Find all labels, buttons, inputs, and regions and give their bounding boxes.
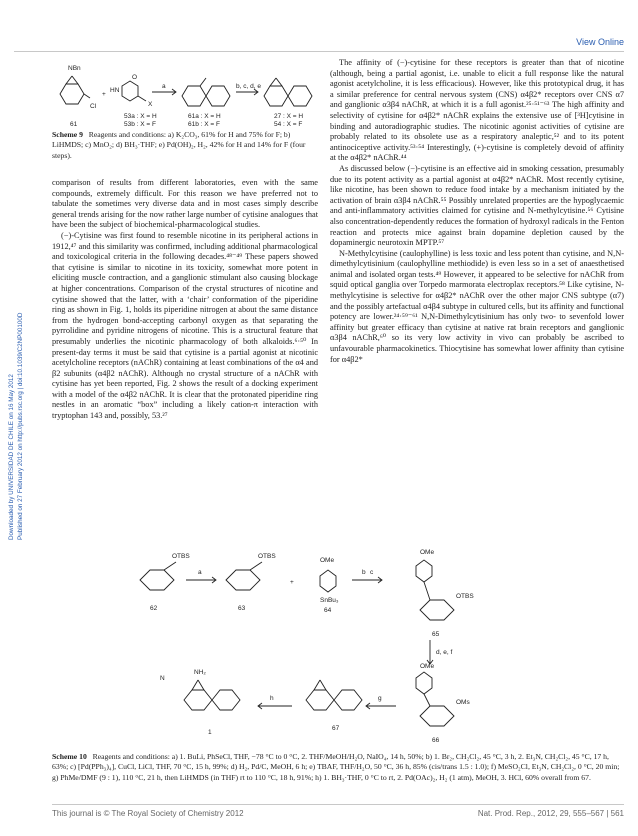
scheme10-label-65: 65 (432, 631, 440, 638)
scheme9-label-o: O (132, 74, 138, 81)
scheme10-caption (52, 752, 624, 783)
download-note: Downloaded by UNIVERSIDAD DE CHILE on 16 May 2012 (8, 374, 15, 540)
scheme9-label-54: 54 : X = F (274, 121, 303, 128)
scheme10-svg (120, 540, 610, 750)
sidebar-notes (7, 180, 29, 540)
scheme10-ome-65: OMe (420, 549, 435, 556)
scheme10-nh2: NH₂ (194, 669, 206, 676)
scheme10-arrow-c: c (370, 569, 374, 576)
scheme10-arrow-h: h (270, 695, 274, 702)
scheme9-arrow-bcde: b, c, d, e (236, 83, 261, 90)
scheme10-caption-text: Reagents and conditions: a) 1. BuLi, PhSeCl, THF, −78 °C to 0 °C, 2. THF/MeOH/H₂O, NaIO₄, 14 h, 50%; b) 1. Br₂, CH₂Cl₂, 45 °C, 3 h, 2. Et₃N, CH₂Cl₂, 45 °C, 17 h, 63%; c) [Pd(PPh₃)₄], CuCl, LiCl, THF, 70 °C, 15 h, 99%; d) H₂, Pd/C, MeOH, 6 h; e) TBAF, THF/H₂O, 50 °C, 36 h, 85% (cis/trans 1.5 : 1.0); f) MeSO₂Cl, Et₃N, CH₂Cl₂, 0 °C, 20 min; g) PhMe/DMF (9 : 1), 110 °C, 21 h, then LiHMDS (in THF) rt to 110 °C, 18 h, 91%; h) 1. BH₃·THF, 0 °C to rt, 2. Pd(OAc)₂, H₂ (1 atm), MeOH, 3. HCl, 60% overall from 67. (52, 752, 620, 782)
left-paragraph-2: (−)-Cytisine was first found to resemble nicotine in its peripheral actions in 1912,⁴⁷ and this similarity was confirmed, including additional pharmacological and toxicological criteria in the following decades.⁴⁸⁻⁴⁹ These papers showed that cytisine is similar to nicotine in its toxicity, somewhat more potent in eliciting muscle contraction, and a ganglionic stimulant also causing blockage at higher concentrations. Comparison of the crystal structures of nicotine and cytisine showed that the latter, with a ‘chair’ conformation of the piperidine ring as shown in Fig. 1, holds its piperidine nitrogen at about the same distance from the hydrogen bond-accepting carbonyl oxygen as that separating the pyrrolidine and pyridine nitrogens of nicotine. This is a structural feature that presumably underlies the nicotinic pharmacology of both alkaloids.⁶·⁵⁰ In present-day terms it must be said that cytisine is a partial agonist at nicotinic acetylcholine receptors (nAChR) containing at least combinations of the α4 and β2 subunits (α4β2 nAChR). Although no crystal structure of a nAChR with cytisine has yet been reported, Fig. 2 shows the result of a docking experiment with a model of the α4β2 nAChR. It is clear that the protonated piperidine ring nestles in an aromatic “box” including a likely cation-π interaction with tryptophan 143 and, possibly, 53.²⁷ (52, 230, 318, 421)
scheme10-plus: + (290, 579, 294, 586)
right-column (330, 58, 624, 365)
scheme9-label-53a: 53a : X = H (124, 113, 157, 120)
scheme10-ome-64: OMe (320, 557, 335, 564)
scheme10-label-64: 64 (324, 607, 332, 614)
scheme10-arrow-a: a (198, 569, 202, 576)
right-paragraph-3: N-Methylcytisine (caulophylline) is less toxic and less potent than cytisine, and N,N-dimethylcytisinium (caulophylline methiodide) is even less so in a set of anaesthetised animal and isolated organ tests.⁴⁹ However, it appeared to be selective for nAChR from squid optical ganglia over Torpedo marmorata electroplax receptors.⁵⁸ Like cytisine, N-methylcytisine is selective for α4β2* nAChR over the other major CNS subtype (α7) and the possibly artefactual α4β4 subtype in cultured cells, but its affinity and functional potency are lower.²⁴·⁵⁹⁻⁶¹ N,N-Dimethylcytisinium has only two- to sevenfold lower affinity but greater efficacy than cytisine at native rat brain receptors and ganglionic α3β4 nAChR,⁶⁰ so its very low activity in vivo can probably be ascribed to unfavourable pharmacokinetics. Thiocytisine has somewhat lower affinity than cytisine for α4β2* (330, 248, 624, 364)
scheme9-label-53b: 53b : X = F (124, 121, 156, 128)
scheme9-label-61: 61 (70, 121, 78, 128)
scheme9-caption-text: Reagents and conditions: a) K₂CO₃, 61% for H and 75% for F; b) LiHMDS; c) MnO₂; d) BH₃·THF; e) Pd(OH)₂, H₂, 42% for H and 14% for F (four steps). (52, 130, 306, 160)
scheme10-oms-66: OMs (456, 699, 470, 706)
header-rule (14, 51, 624, 52)
left-paragraph-1: comparison of results from different laboratories, even with the same compounds, extremely difficult. For this reason we have preferred not to tabulate the sometimes very diverse data and in most cases simply describe general trends arising for the now rather large number of cytisine analogues that have been the subject of biochemical-pharmacological studies. (52, 178, 318, 230)
right-paragraph-1: The affinity of (−)-cytisine for these receptors is greater than that of nicotine (although, being a partial agonist, i.e. unable to elicit a full response like the natural agonist acetylcholine, it is less efficacious). However, like this prototypical drug, it has a similar preference for central nervous system (CNS) α4β2* receptors over CNS α7 and ganglionic α3β4 nAChR, at which it is a full agonist.²⁵·⁵¹⁻⁶³ The high affinity and selectivity of cytisine for α4β2* nAChR explains the extensive use of [³H]cytisine in binding and autoradiographic studies. The nicotinic agonist activities of cytisine are probably related to its obsolete use as a respiratory analeptic,⁵² and to its potent antinociceptive activity.⁵³·⁵⁴ Interestingly, (+)-cytisine is completely devoid of affinity at the α4β2* nAChR.⁴⁴ (330, 58, 624, 163)
footer-citation: Nat. Prod. Rep., 2012, 29, 555–567 | 561 (477, 809, 624, 818)
scheme9-label-hn: HN (110, 87, 120, 94)
scheme9-label-27: 27 : X = H (274, 113, 304, 120)
scheme10-label-1: 1 (208, 729, 212, 736)
scheme9-caption (52, 130, 318, 161)
scheme10-arrow-bc: b (362, 569, 366, 576)
scheme10-arrow-g: g (378, 695, 382, 702)
scheme9-label-cl: Cl (90, 103, 97, 110)
left-column (52, 178, 318, 422)
scheme9-label-x: X (148, 101, 153, 108)
scheme9-plus: + (102, 91, 106, 98)
scheme9-caption-title: Scheme 9 (52, 130, 83, 139)
scheme9-figure (52, 56, 318, 134)
scheme10-otbs-65: OTBS (456, 593, 474, 600)
scheme10-cl: N (160, 675, 165, 682)
scheme10-figure (120, 540, 610, 750)
scheme9-label-61b: 61b : X = F (188, 121, 220, 128)
scheme10-label-66: 66 (432, 737, 440, 744)
scheme9-label-nbn: NBn (68, 65, 81, 72)
scheme10-otbs-63: OTBS (258, 553, 276, 560)
scheme10-arrow-def: d, e, f (436, 649, 453, 656)
scheme9-label-61a: 61a : X = H (188, 113, 221, 120)
scheme10-snbu3: SnBu₃ (320, 597, 339, 604)
page-footer (52, 804, 624, 819)
scheme10-caption-title: Scheme 10 (52, 752, 87, 761)
view-online-link[interactable]: View Online (576, 37, 624, 47)
publish-note[interactable]: Published on 27 February 2012 on http://pubs.rsc.org | doi:10.1039/C2NP00100D (17, 312, 24, 540)
scheme9-svg (52, 56, 318, 134)
scheme10-label-63: 63 (238, 605, 246, 612)
scheme10-otbs-62: OTBS (172, 553, 190, 560)
right-paragraph-2: As discussed below (−)-cytisine is an effective aid in smoking cessation, presumably due to its potent activity as a partial agonist at α4β2* nAChR. Most recently cytisine, like nicotine, has been shown to reduce food intake by a mechanism initiated by the activation of brain α3β4 nAChR.⁵⁵ Possibly unrelated properties are the hypoglycaemic and anti-inflammatory activities claimed for cytisine and N-methylcytisine.⁵⁶ Cytisine also concentration-dependently reduces the formation of hydroxyl radicals in the Fenton reaction and protects mice against brain dopamine depletion caused by the dopaminergic neurotoxin MPTP.⁵⁷ (330, 163, 624, 248)
scheme10-label-62: 62 (150, 605, 158, 612)
footer-copyright: This journal is © The Royal Society of Chemistry 2012 (52, 809, 244, 818)
scheme9-arrow-a: a (162, 83, 166, 90)
scheme10-ome-66: OMe (420, 663, 435, 670)
scheme10-label-67: 67 (332, 725, 340, 732)
